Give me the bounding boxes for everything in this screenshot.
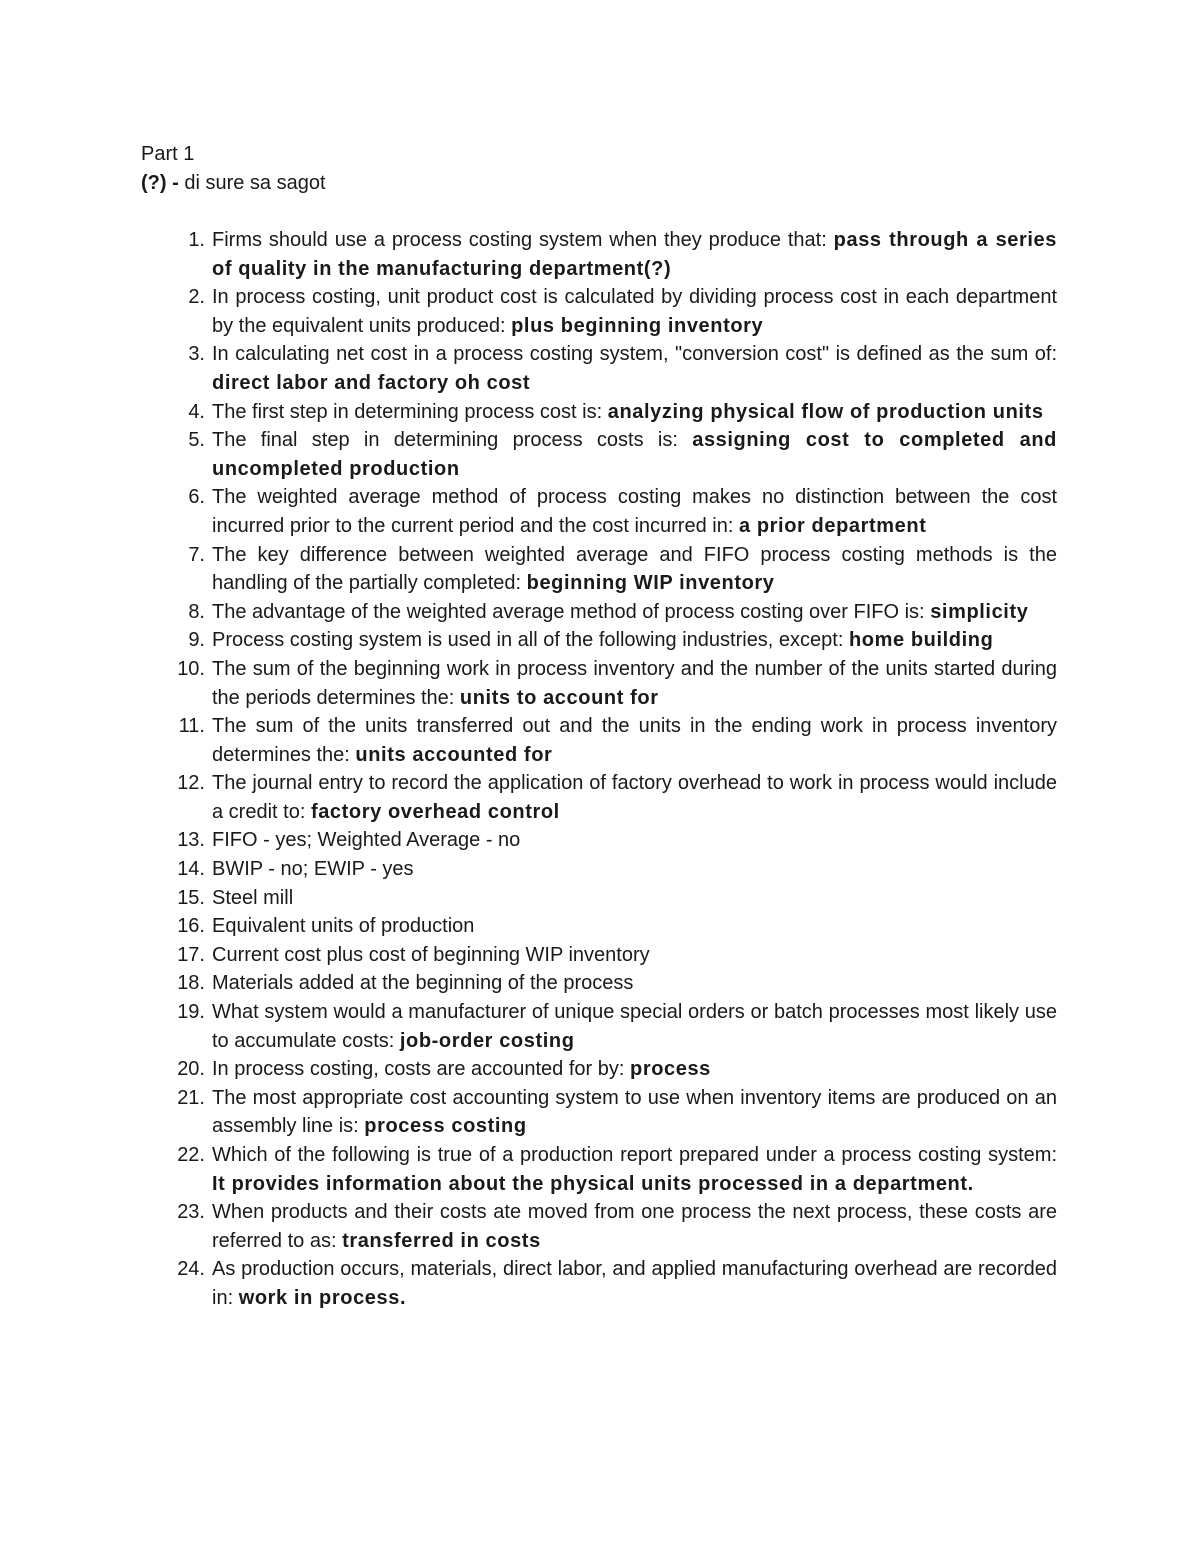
item-text	[212, 969, 1057, 998]
item-number: 6.	[188, 486, 205, 509]
question-text: The sum of the beginning work in process inventory and the number of the units started during the periods determines the:	[212, 657, 1057, 709]
list-item	[141, 226, 1057, 283]
list-item	[141, 912, 1057, 941]
item-number: 8.	[188, 600, 205, 623]
list-item	[141, 541, 1057, 598]
question-text: The key difference between weighted average and FIFO process costing methods is the handling of the partially completed:	[212, 543, 1057, 595]
item-number: 12.	[177, 772, 205, 795]
answer-text: simplicity	[930, 600, 1029, 623]
item-number: 17.	[177, 943, 205, 966]
item-text	[212, 626, 1057, 655]
item-text	[212, 598, 1057, 627]
item-number: 16.	[177, 915, 205, 938]
question-text: Materials added at the beginning of the process	[212, 972, 634, 995]
question-text: The journal entry to record the application of factory overhead to work in process would include a credit to:	[212, 772, 1057, 823]
question-text: Current cost plus cost of beginning WIP inventory	[212, 943, 650, 966]
question-text: What system would a manufacturer of unique special orders or batch processes most likely use to accumulate costs:	[212, 1001, 1057, 1052]
item-number: 22.	[177, 1144, 205, 1166]
list-item	[141, 769, 1057, 826]
item-text	[212, 941, 1057, 970]
answer-text: job-order costing	[399, 1029, 575, 1052]
list-item	[141, 655, 1057, 712]
item-text	[212, 998, 1057, 1055]
question-text: The most appropriate cost accounting system to use when inventory items are produced on an assembly line is:	[212, 1086, 1057, 1138]
item-text	[212, 712, 1057, 769]
list-item	[141, 998, 1057, 1055]
list-item	[141, 1084, 1057, 1141]
item-text	[212, 226, 1057, 283]
item-number: 1.	[188, 229, 205, 251]
item-number: 19.	[177, 1001, 205, 1024]
question-text: The final step in determining process costs is:	[212, 429, 693, 452]
list-item	[141, 1055, 1057, 1084]
answer-text: direct labor and factory oh cost	[212, 371, 531, 394]
item-text	[212, 769, 1057, 826]
answer-text: assigning cost to completed and uncompleted production	[212, 429, 1057, 480]
item-text	[212, 655, 1057, 712]
question-text: In process costing, unit product cost is calculated by dividing process cost in each department by the equivalent units produced:	[212, 286, 1057, 337]
question-text: When products and their costs ate moved from one process the next process, these costs are referred to as:	[212, 1201, 1057, 1252]
item-text	[212, 340, 1057, 397]
answer-text: plus beginning inventory	[511, 314, 764, 337]
item-number: 4.	[188, 400, 205, 423]
item-number: 2.	[188, 286, 205, 309]
question-text: In calculating net cost in a process costing system, "conversion cost" is defined as the sum of:	[212, 343, 1057, 366]
question-text: The advantage of the weighted average method of process costing over FIFO is:	[212, 600, 931, 623]
answer-text: It provides information about the physical units processed in a department.	[212, 1172, 974, 1195]
question-text: Equivalent units of production	[212, 915, 475, 938]
question-text: The first step in determining process cost is:	[212, 400, 608, 423]
item-text	[212, 283, 1057, 340]
list-item	[141, 941, 1057, 970]
list-item	[141, 626, 1057, 655]
legend-text: di sure sa sagot	[178, 172, 326, 194]
question-text: The weighted average method of process costing makes no distinction between the cost incurred prior to the current period and the cost incurred in:	[212, 486, 1057, 537]
question-list	[141, 226, 1057, 1313]
question-text: Firms should use a process costing system when they produce that:	[212, 229, 834, 251]
answer-text: process costing	[364, 1115, 527, 1138]
item-number: 13.	[177, 829, 205, 852]
page-title: Part 1	[141, 143, 195, 165]
answer-text: a prior department	[738, 514, 927, 537]
list-item	[141, 340, 1057, 397]
list-item	[141, 283, 1057, 340]
item-number: 5.	[188, 429, 205, 452]
list-item	[141, 855, 1057, 884]
list-item	[141, 598, 1057, 627]
item-number: 11.	[178, 715, 205, 738]
answer-text: beginning WIP inventory	[526, 572, 775, 595]
legend-note	[141, 169, 326, 197]
item-text	[212, 1084, 1057, 1141]
item-number: 10.	[177, 657, 205, 680]
item-number: 18.	[177, 972, 205, 995]
item-number: 7.	[188, 543, 205, 566]
question-text: The sum of the units transferred out and the units in the ending work in process inventory determines the:	[212, 715, 1057, 766]
legend-mark: (?) -	[141, 172, 179, 194]
item-number: 21.	[177, 1086, 205, 1109]
answer-text: factory overhead control	[310, 800, 560, 823]
item-text	[212, 1055, 1057, 1084]
answer-text: units accounted for	[355, 743, 553, 766]
item-text	[212, 483, 1057, 540]
question-text: In process costing, costs are accounted for by:	[212, 1058, 630, 1081]
question-text: Steel mill	[212, 886, 294, 909]
answer-text: pass through a series of quality in the manufacturing department(?)	[212, 229, 1058, 280]
item-number: 24.	[177, 1258, 205, 1281]
list-item	[141, 1255, 1057, 1312]
list-item	[141, 826, 1057, 855]
answer-text: work in process.	[238, 1286, 407, 1309]
question-text: Process costing system is used in all of the following industries, except:	[212, 629, 849, 652]
item-number: 3.	[188, 343, 205, 366]
question-text: FIFO - yes; Weighted Average - no	[212, 829, 521, 852]
item-text	[212, 1141, 1057, 1198]
item-text	[212, 912, 1057, 941]
answer-text: home building	[848, 629, 994, 652]
item-text	[212, 398, 1057, 427]
item-text	[212, 1255, 1057, 1312]
answer-text: process	[630, 1058, 711, 1081]
list-item	[141, 1198, 1057, 1255]
item-number: 14.	[177, 858, 205, 881]
list-item	[141, 426, 1057, 483]
answer-text: transferred in costs	[342, 1229, 541, 1252]
answer-text: analyzing physical flow of production units	[607, 400, 1044, 423]
item-number: 20.	[177, 1058, 205, 1081]
list-item	[141, 1141, 1057, 1198]
list-item	[141, 969, 1057, 998]
item-text	[212, 855, 1057, 884]
question-text: As production occurs, materials, direct labor, and applied manufacturing overhead are recorded in:	[212, 1258, 1057, 1309]
question-text: BWIP - no; EWIP - yes	[212, 858, 414, 881]
item-text	[212, 826, 1057, 855]
list-item	[141, 483, 1057, 540]
item-text	[212, 426, 1057, 483]
item-number: 23.	[177, 1201, 205, 1224]
item-text	[212, 884, 1057, 913]
list-item	[141, 398, 1057, 427]
answer-text: units to account for	[459, 686, 659, 709]
item-text	[212, 1198, 1057, 1255]
list-item	[141, 712, 1057, 769]
item-number: 15.	[177, 886, 205, 909]
list-item	[141, 884, 1057, 913]
item-text	[212, 541, 1057, 598]
question-text: Which of the following is true of a production report prepared under a process costing system:	[212, 1144, 1057, 1166]
item-number: 9.	[188, 629, 205, 652]
